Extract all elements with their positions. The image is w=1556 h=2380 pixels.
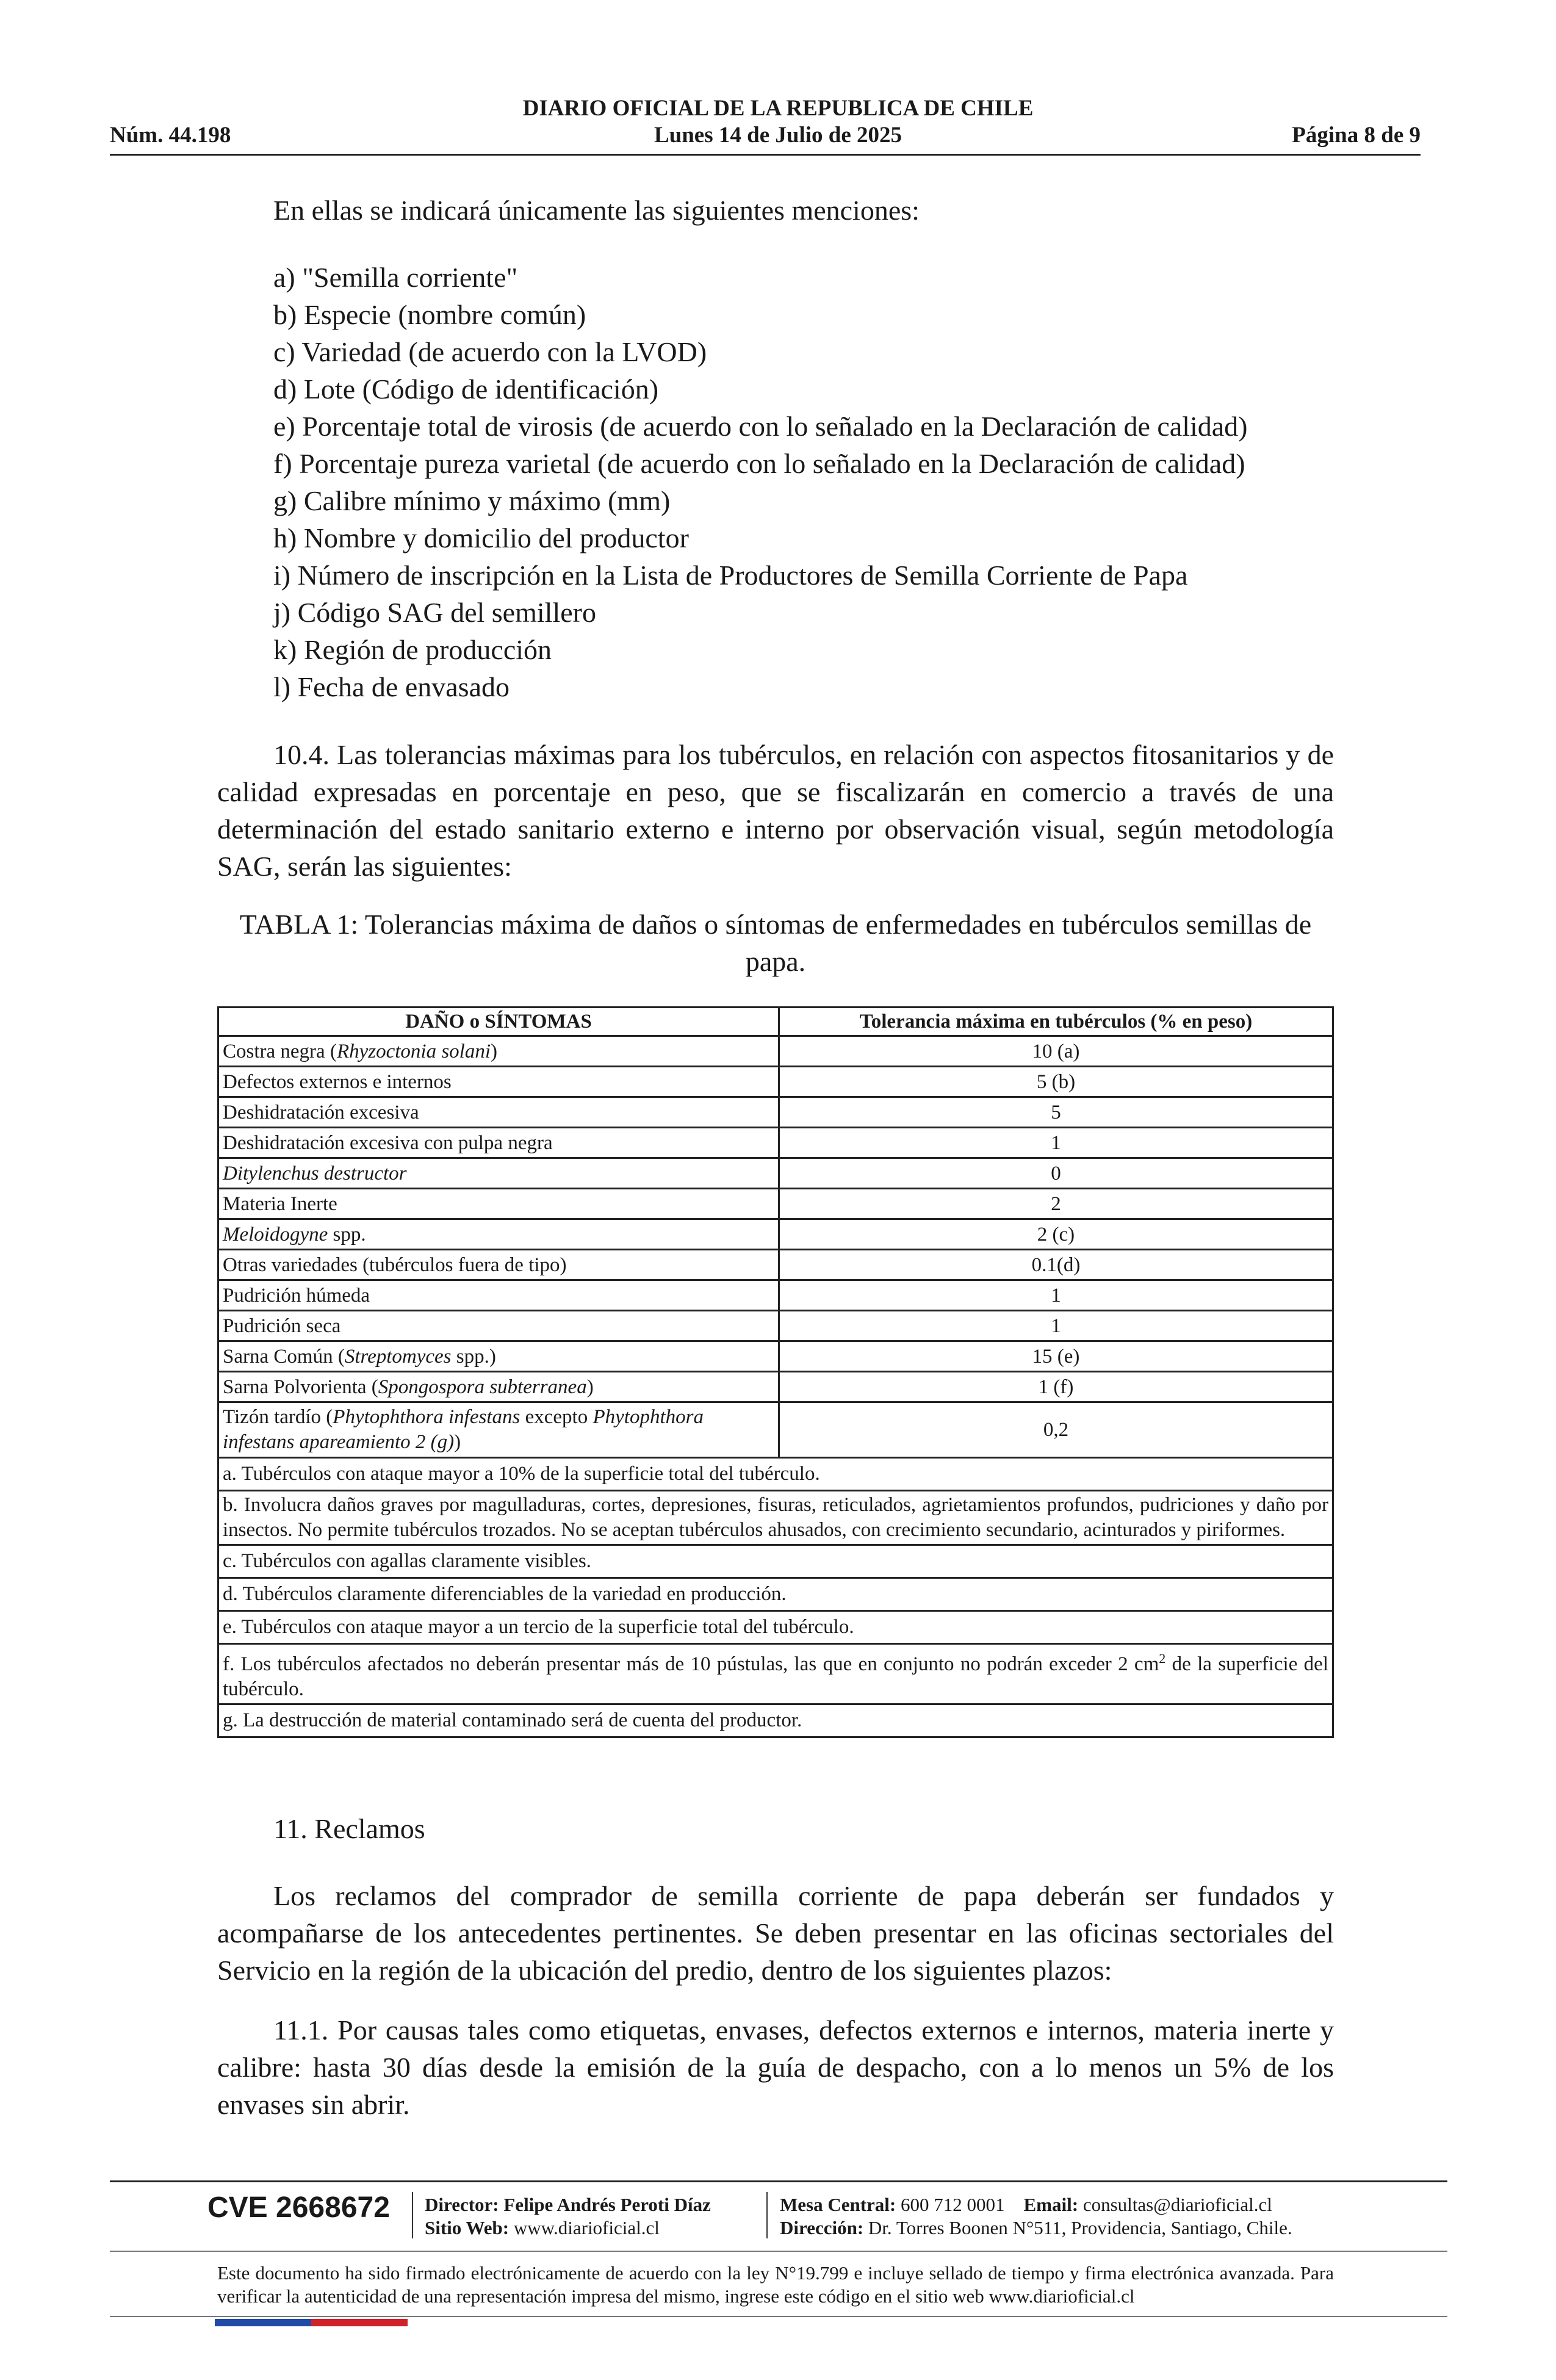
tolerance-cell: 5 bbox=[779, 1097, 1333, 1128]
issue-number: Núm. 44.198 bbox=[110, 123, 231, 148]
column-header-damage: DAÑO o SÍNTOMAS bbox=[218, 1008, 779, 1036]
footnote-g: g. La destrucción de material contaminado será de cuenta del productor. bbox=[218, 1704, 1333, 1737]
table-row bbox=[218, 1128, 1333, 1158]
footnote-row bbox=[218, 1578, 1333, 1611]
list-item: k) Región de producción bbox=[273, 634, 552, 665]
damage-cell: Ditylenchus destructor bbox=[218, 1158, 779, 1189]
tolerance-cell: 0.1(d) bbox=[779, 1250, 1333, 1280]
page-number: Página 8 de 9 bbox=[1292, 123, 1421, 148]
footer-rule bbox=[110, 2251, 1447, 2252]
list-item: e) Porcentaje total de virosis (de acuerdo con lo señalado en la Declaración de calidad) bbox=[273, 411, 1248, 442]
legal-notice: Este documento ha sido firmado electrónicamente de acuerdo con la ley N°19.799 e incluye sellado de tiempo y firma electrónica avanzada. Para verificar la autenticidad de una representación impresa del mismo, ingrese este código en el sitio web www.diarioficial.cl bbox=[217, 2262, 1334, 2307]
table-row bbox=[218, 1280, 1333, 1311]
damage-cell: Otras variedades (tubérculos fuera de tipo) bbox=[218, 1250, 779, 1280]
tolerance-cell: 15 (e) bbox=[779, 1341, 1333, 1372]
tolerance-cell: 0 bbox=[779, 1158, 1333, 1189]
tolerance-cell: 2 (c) bbox=[779, 1219, 1333, 1250]
list-item: j) Código SAG del semillero bbox=[273, 597, 596, 628]
header-rule bbox=[110, 154, 1421, 156]
damage-cell: Materia Inerte bbox=[218, 1189, 779, 1219]
gazette-title: DIARIO OFICIAL DE LA REPUBLICA DE CHILE bbox=[522, 96, 1034, 121]
footnote-row bbox=[218, 1545, 1333, 1578]
damage-cell: Pudrición seca bbox=[218, 1311, 779, 1341]
tolerance-cell: 2 bbox=[779, 1189, 1333, 1219]
table-row bbox=[218, 1372, 1333, 1402]
list-item: a) "Semilla corriente" bbox=[273, 262, 518, 293]
table-row bbox=[218, 1311, 1333, 1341]
footnote-a: a. Tubérculos con ataque mayor a 10% de la superficie total del tubérculo. bbox=[218, 1458, 1333, 1491]
table-row bbox=[218, 1402, 1333, 1458]
footnote-c: c. Tubérculos con agallas claramente visibles. bbox=[218, 1545, 1333, 1578]
footnote-row bbox=[218, 1611, 1333, 1644]
damage-cell: Sarna Polvorienta (Spongospora subterranea) bbox=[218, 1372, 779, 1402]
tolerance-cell: 10 (a) bbox=[779, 1036, 1333, 1067]
damage-cell: Defectos externos e internos bbox=[218, 1067, 779, 1097]
address: Dr. Torres Boonen N°511, Providencia, Santiago, Chile. bbox=[868, 2217, 1292, 2238]
column-header-tolerance: Tolerancia máxima en tubérculos (% en peso) bbox=[779, 1008, 1333, 1036]
list-item: g) Calibre mínimo y máximo (mm) bbox=[273, 485, 671, 516]
damage-cell: Sarna Común (Streptomyces spp.) bbox=[218, 1341, 779, 1372]
table-row bbox=[218, 1067, 1333, 1097]
footnote-e: e. Tubérculos con ataque mayor a un tercio de la superficie total del tubérculo. bbox=[218, 1611, 1333, 1644]
footnote-row bbox=[218, 1644, 1333, 1704]
mentions-list bbox=[273, 259, 1248, 705]
footnote-b: b. Involucra daños graves por magulladuras, cortes, depresiones, fisuras, reticulados, agrietamientos profundos, pudriciones y daño por insectos. No permite tubérculos trozados. No se aceptan tubérculos ahusados, con crecimiento secundario, acinturados y piriformes. bbox=[218, 1491, 1333, 1545]
footnote-row bbox=[218, 1491, 1333, 1545]
tolerance-cell: 1 bbox=[779, 1311, 1333, 1341]
list-item: c) Variedad (de acuerdo con la LVOD) bbox=[273, 336, 707, 367]
list-item: h) Nombre y domicilio del productor bbox=[273, 522, 689, 554]
list-item: f) Porcentaje pureza varietal (de acuerdo con lo señalado en la Declaración de calidad) bbox=[273, 448, 1245, 479]
damage-cell: Deshidratación excesiva bbox=[218, 1097, 779, 1128]
table-caption: TABLA 1: Tolerancias máxima de daños o síntomas de enfermedades en tubérculos semillas de papa. bbox=[239, 909, 1312, 977]
table-row bbox=[218, 1189, 1333, 1219]
phone-number: 600 712 0001 bbox=[901, 2194, 1005, 2215]
footer-rule bbox=[110, 2180, 1447, 2182]
issue-date: Lunes 14 de Julio de 2025 bbox=[654, 123, 902, 148]
tolerance-cell: 1 (f) bbox=[779, 1372, 1333, 1402]
table-row bbox=[218, 1036, 1333, 1067]
damage-cell: Tizón tardío (Phytophthora infestans excepto Phytophthora infestans apareamiento 2 (g)) bbox=[218, 1402, 779, 1458]
flag-bar-red bbox=[311, 2319, 408, 2326]
footnote-d: d. Tubérculos claramente diferenciables de la variedad en producción. bbox=[218, 1578, 1333, 1611]
flag-bar bbox=[215, 2319, 408, 2326]
footer-rule bbox=[110, 2316, 1447, 2317]
section-10-4-paragraph: 10.4. Las tolerancias máximas para los tubérculos, en relación con aspectos fitosanitarios y de calidad expresadas en porcentaje en peso, que se fiscalizarán en comercio a través de una determinación del estado sanitario externo e interno por observación visual, según metodología SAG, serán las siguientes: bbox=[217, 739, 1334, 882]
footer-contact-block: Mesa Central: 600 712 0001 Email: consultas@diarioficial.cl Dirección: Dr. Torres Boonen N°511, Providencia, Santiago, Chile. bbox=[780, 2194, 1292, 2238]
table-row bbox=[218, 1158, 1333, 1189]
website-link[interactable]: www.diarioficial.cl bbox=[513, 2217, 660, 2238]
footer-divider bbox=[412, 2192, 413, 2238]
cve-code: CVE 2668672 bbox=[207, 2191, 390, 2224]
damage-cell: Costra negra (Rhyzoctonia solani) bbox=[218, 1036, 779, 1067]
damage-cell: Pudrición húmeda bbox=[218, 1280, 779, 1311]
table-row bbox=[218, 1219, 1333, 1250]
list-item: b) Especie (nombre común) bbox=[273, 299, 586, 330]
footnote-row bbox=[218, 1704, 1333, 1737]
table-header-row bbox=[218, 1008, 1333, 1036]
tolerance-cell: 1 bbox=[779, 1280, 1333, 1311]
table-body bbox=[218, 1036, 1333, 1737]
footer-director-block: Director: Felipe Andrés Peroti Díaz Sitio Web: www.diarioficial.cl bbox=[425, 2194, 711, 2238]
damage-cell: Deshidratación excesiva con pulpa negra bbox=[218, 1128, 779, 1158]
email-link[interactable]: consultas@diarioficial.cl bbox=[1082, 2194, 1272, 2215]
table-row bbox=[218, 1097, 1333, 1128]
intro-paragraph: En ellas se indicará únicamente las siguientes menciones: bbox=[273, 195, 920, 226]
tolerance-cell: 1 bbox=[779, 1128, 1333, 1158]
flag-bar-blue bbox=[215, 2319, 311, 2326]
table-row bbox=[218, 1341, 1333, 1372]
list-item: l) Fecha de envasado bbox=[273, 671, 510, 702]
section-11-title: 11. Reclamos bbox=[273, 1813, 425, 1844]
footnote-f: f. Los tubérculos afectados no deberán presentar más de 10 pústulas, las que en conjunto no podrán exceder 2 $cm^2$ de la superficie del tubérculo. bbox=[218, 1644, 1333, 1704]
table-row bbox=[218, 1250, 1333, 1280]
tolerance-cell: 0,2 bbox=[779, 1402, 1333, 1458]
footnote-row bbox=[218, 1458, 1333, 1491]
damage-cell: Meloidogyne spp. bbox=[218, 1219, 779, 1250]
tolerance-cell: 5 (b) bbox=[779, 1067, 1333, 1097]
director-name: Felipe Andrés Peroti Díaz bbox=[503, 2194, 711, 2215]
section-11-1-paragraph: 11.1. Por causas tales como etiquetas, envases, defectos externos e internos, materia inerte y calibre: hasta 30 días desde la emisión de la guía de despacho, con a lo menos un 5% de los envases sin abrir. bbox=[217, 2014, 1334, 2120]
list-item: i) Número de inscripción en la Lista de Productores de Semilla Corriente de Papa bbox=[273, 560, 1188, 591]
section-11-paragraph: Los reclamos del comprador de semilla corriente de papa deberán ser fundados y acompañarse de los antecedentes pertinentes. Se deben presentar en las oficinas sectoriales del Servicio en la región de la ubicación del predio, dentro de los siguientes plazos: bbox=[217, 1880, 1334, 1986]
tolerance-table bbox=[217, 1006, 1334, 1738]
list-item: d) Lote (Código de identificación) bbox=[273, 373, 659, 405]
footer-divider bbox=[766, 2192, 768, 2238]
